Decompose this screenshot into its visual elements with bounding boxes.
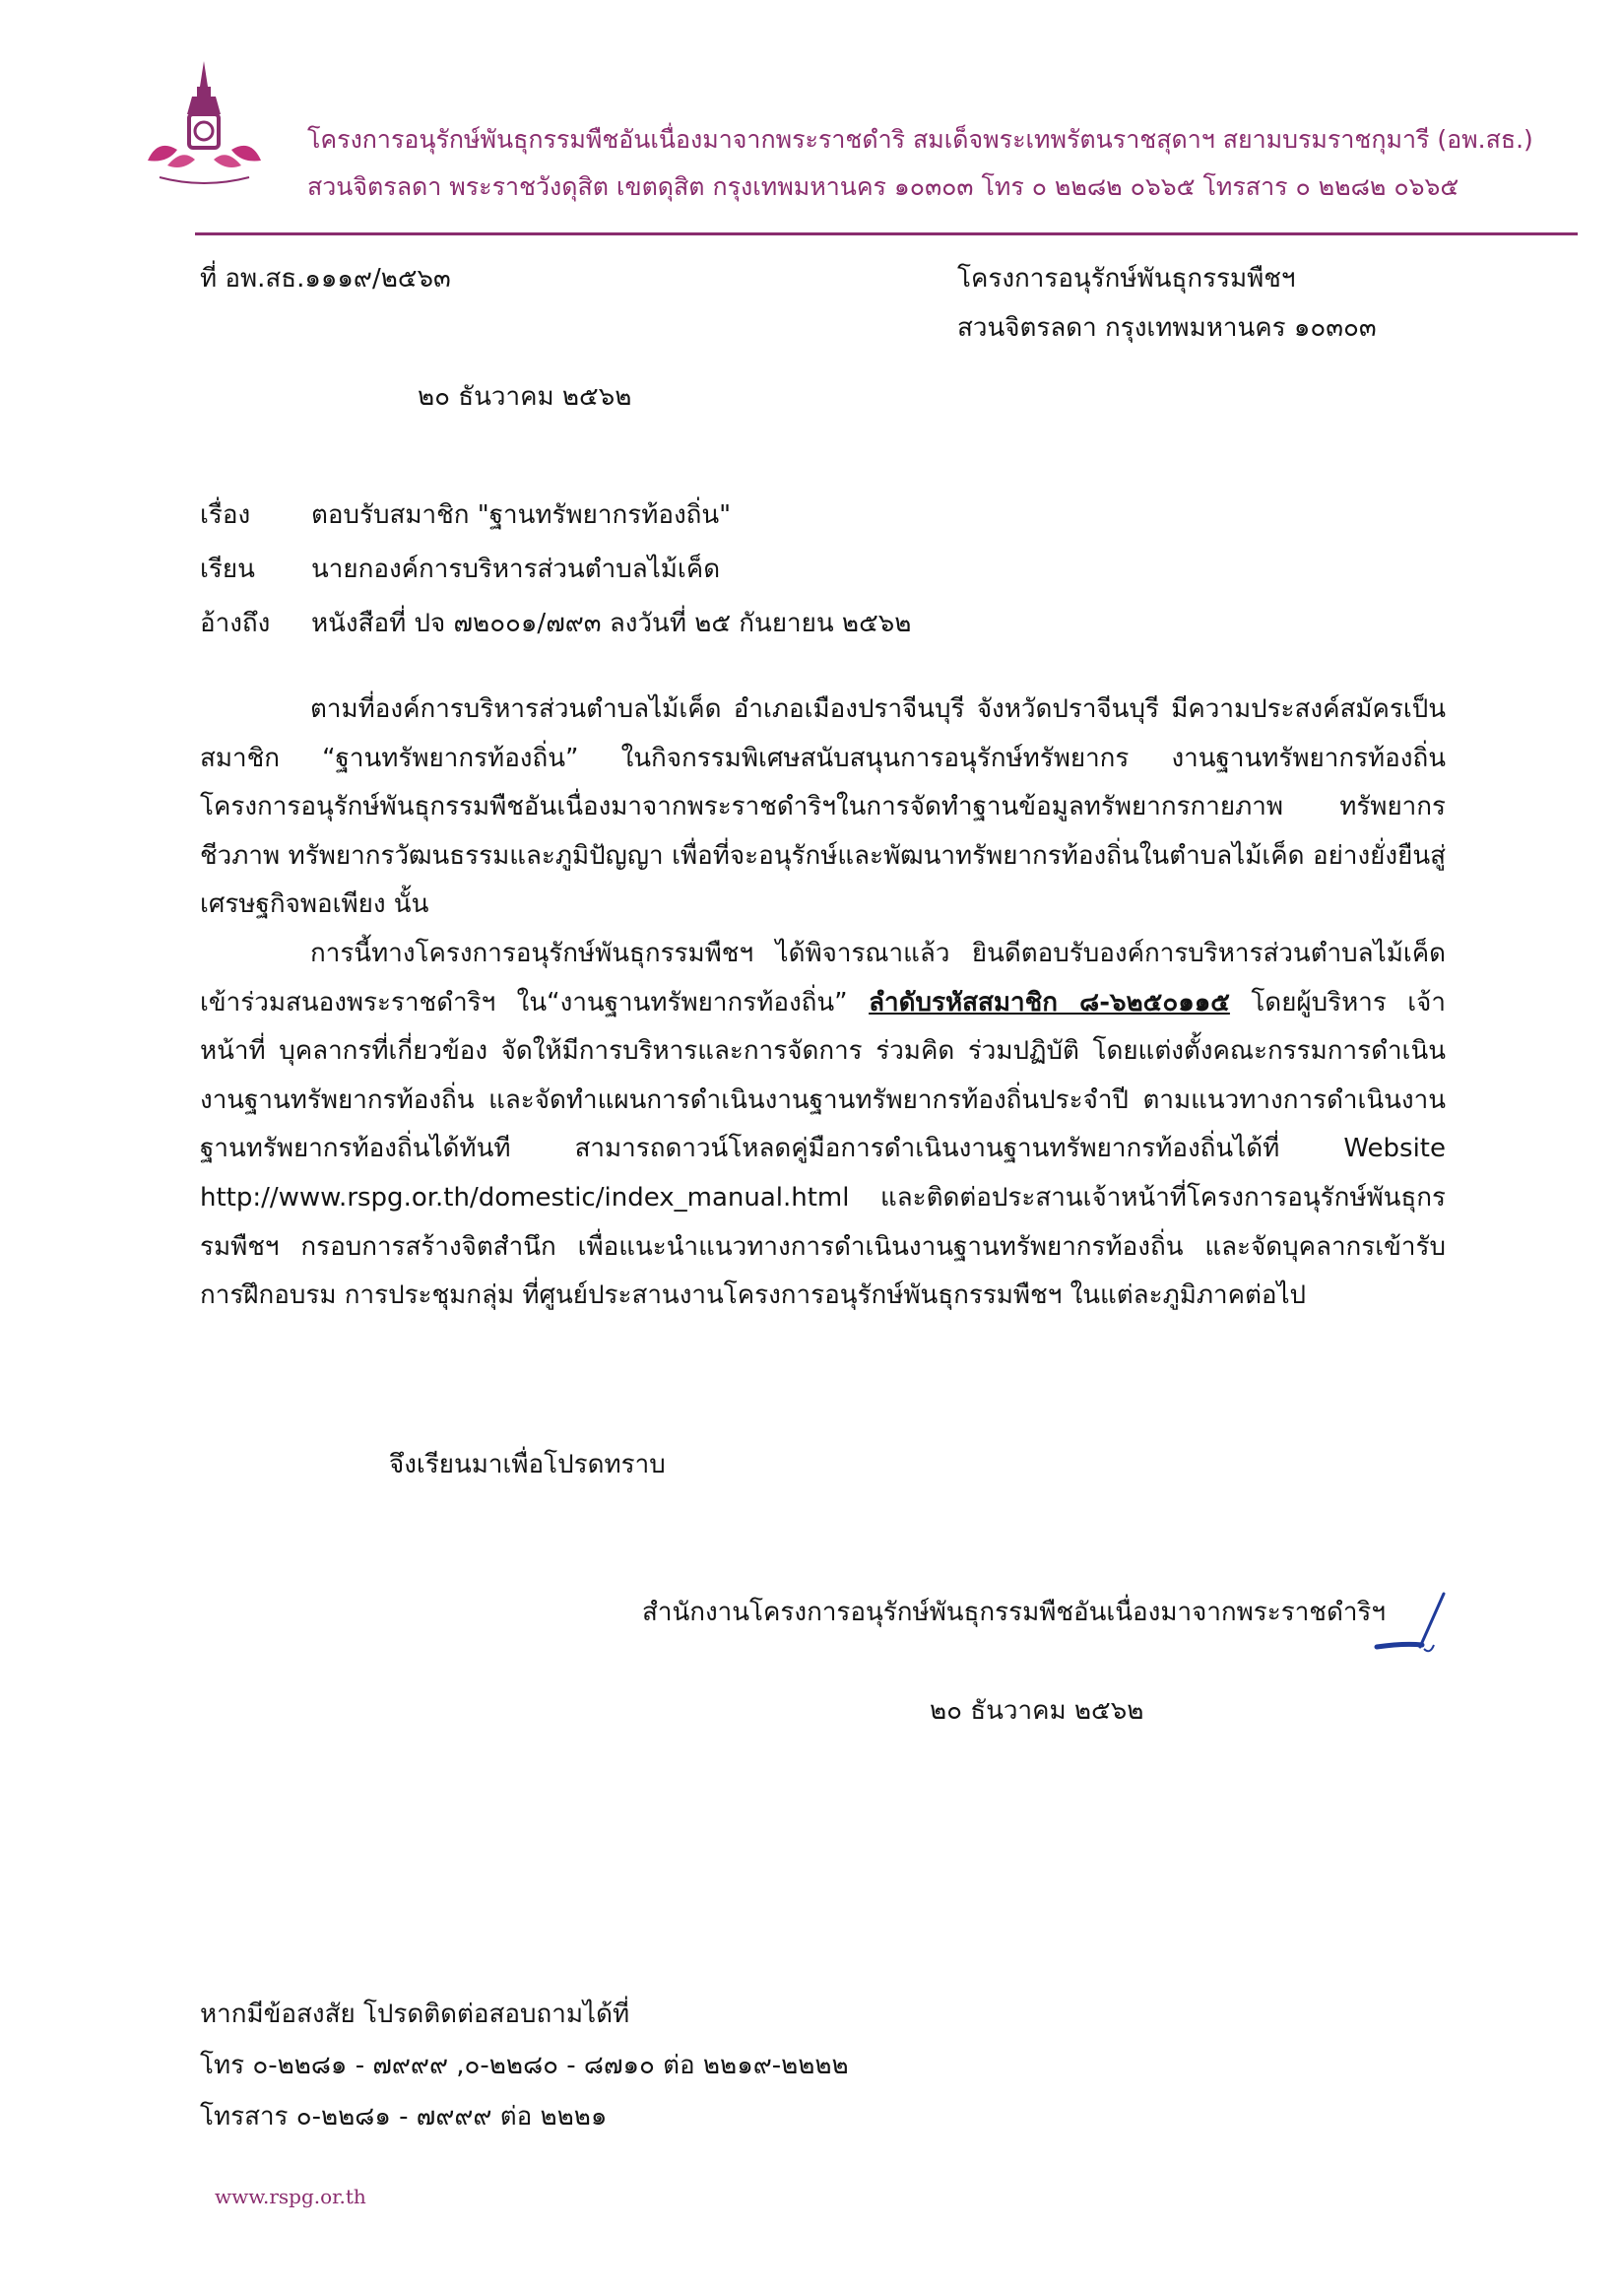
contact-fax: โทรสาร ๐-๒๒๘๑ - ๗๙๙๙ ต่อ ๒๒๒๑ — [200, 2102, 608, 2132]
subject-label: เรื่อง — [200, 500, 251, 530]
member-code: ลำดับรหัสสมาชิก ๘-๖๒๕๐๑๑๕ — [869, 987, 1230, 1017]
letterhead-divider — [195, 232, 1578, 235]
body-paragraph-2-start: การนี้ทางโครงการอนุรักษ์พันธุกรรมพืชฯ ได้พิจารณาแล้ว ยินดีตอบรับองค์การบริหารส่วนตำบลไม้เค็ดเข้าร่วมสนองพระราชดำริฯ ใน“งานฐานทรัพยากรท้องถิ่น” — [200, 939, 1446, 1017]
sender-name: โครงการอนุรักษ์พันธุกรรมพืชฯ — [957, 264, 1296, 294]
to-label: เรียน — [200, 555, 255, 584]
rspg-logo-icon — [138, 57, 271, 190]
contact-intro: หากมีข้อสงสัย โปรดติดต่อสอบถามได้ที่ — [200, 2000, 630, 2029]
closing-line: จึงเรียนมาเพื่อโปรดทราบ — [389, 1450, 666, 1479]
footer-website: www.rspg.or.th — [215, 2185, 366, 2208]
signatory-date: ๒๐ ธันวาคม ๒๕๖๒ — [930, 1696, 1144, 1726]
contact-phone: โทร ๐-๒๒๘๑ - ๗๙๙๙ ,๐-๒๒๘๐ - ๘๗๑๐ ต่อ ๒๒๑๙-๒๒๒๒ — [200, 2051, 849, 2080]
body-paragraph-1 — [200, 686, 1446, 930]
signatory-office: สำนักงานโครงการอนุรักษ์พันธุกรรมพืชอันเนื่องมาจากพระราชดำริฯ — [642, 1598, 1386, 1627]
letterhead-address: สวนจิตรลดา พระราชวังดุสิต เขตดุสิต กรุงเทพมหานคร ๑๐๓๐๓ โทร ๐ ๒๒๘๒ ๐๖๖๕ โทรสาร ๐ ๒๒๘๒ ๐๖๖๕ — [307, 172, 1459, 201]
reference-number: ที่ อพ.สธ.๑๑๑๙/๒๕๖๓ — [200, 264, 451, 294]
to-value: นายกองค์การบริหารส่วนตำบลไม้เค็ด — [311, 555, 721, 584]
body-paragraph-2 — [200, 930, 1446, 1321]
reference-value: หนังสือที่ ปจ ๗๒๐๐๑/๗๙๓ ลงวันที่ ๒๕ กันยายน ๒๕๖๒ — [311, 609, 912, 638]
body-paragraph-2-rest: โดยผู้บริหาร เจ้าหน้าที่ บุคลากรที่เกี่ยวข้อง จัดให้มีการบริหารและการจัดการ ร่วมคิด ร่วมปฏิบัติ โดยแต่งตั้งคณะกรรมการดำเนินงานฐานทรัพยากรท้องถิ่น และจัดทำแผนการดำเนินงานฐานทรัพยากรท้องถิ่นประจำปี ตามแนวทางการดำเนินงานฐานทรัพยากรท้องถิ่นได้ทันที สามารถดาวน์โหลดคู่มือการดำเนินงานฐานทรัพยากรท้องถิ่นได้ที่ Website http://www.rspg.or.th/domestic/index_manual.html และติดต่อประสานเจ้าหน้าที่โครงการอนุรักษ์พันธุกรรมพืชฯ กรอบการสร้างจิตสำนึก เพื่อแนะนำแนวทางการดำเนินงานฐานทรัพยากรท้องถิ่น และจัดบุคลากรเข้ารับการฝึกอบรม การประชุมกลุ่ม ที่ศูนย์ประสานงานโครงการอนุรักษ์พันธุกรรมพืชฯ ในแต่ละภูมิภาคต่อไป — [200, 987, 1446, 1311]
reference-label: อ้างถึง — [200, 609, 271, 638]
sender-address: สวนจิตรลดา กรุงเทพมหานคร ๑๐๓๐๓ — [957, 313, 1377, 343]
body-paragraph-1-text: ตามที่องค์การบริหารส่วนตำบลไม้เค็ด อำเภอเมืองปราจีนบุรี จังหวัดปราจีนบุรี มีความประสงค์สมัครเป็นสมาชิก “ฐานทรัพยากรท้องถิ่น” ในกิจกรรมพิเศษสนับสนุนการอนุรักษ์ทรัพยากร งานฐานทรัพยากรท้องถิ่น โครงการอนุรักษ์พันธุกรรมพืชอันเนื่องมาจากพระราชดำริฯในการจัดทำฐานข้อมูลทรัพยากรกายภาพ ทรัพยากรชีวภาพ ทรัพยากรวัฒนธรรมและภูมิปัญญา เพื่อที่จะอนุรักษ์และพัฒนาทรัพยากรท้องถิ่นในตำบลไม้เค็ด อย่างยั่งยืนสู่เศรษฐกิจพอเพียง นั้น — [200, 694, 1446, 920]
letterhead-title: โครงการอนุรักษ์พันธุกรรมพืชอันเนื่องมาจากพระราชดำริ สมเด็จพระเทพรัตนราชสุดาฯ สยามบรมราชกุมารี (อพ.สธ.) — [307, 125, 1533, 154]
letter-date: ๒๐ ธันวาคม ๒๕๖๒ — [418, 382, 632, 412]
subject-value: ตอบรับสมาชิก "ฐานทรัพยากรท้องถิ่น" — [311, 500, 732, 530]
